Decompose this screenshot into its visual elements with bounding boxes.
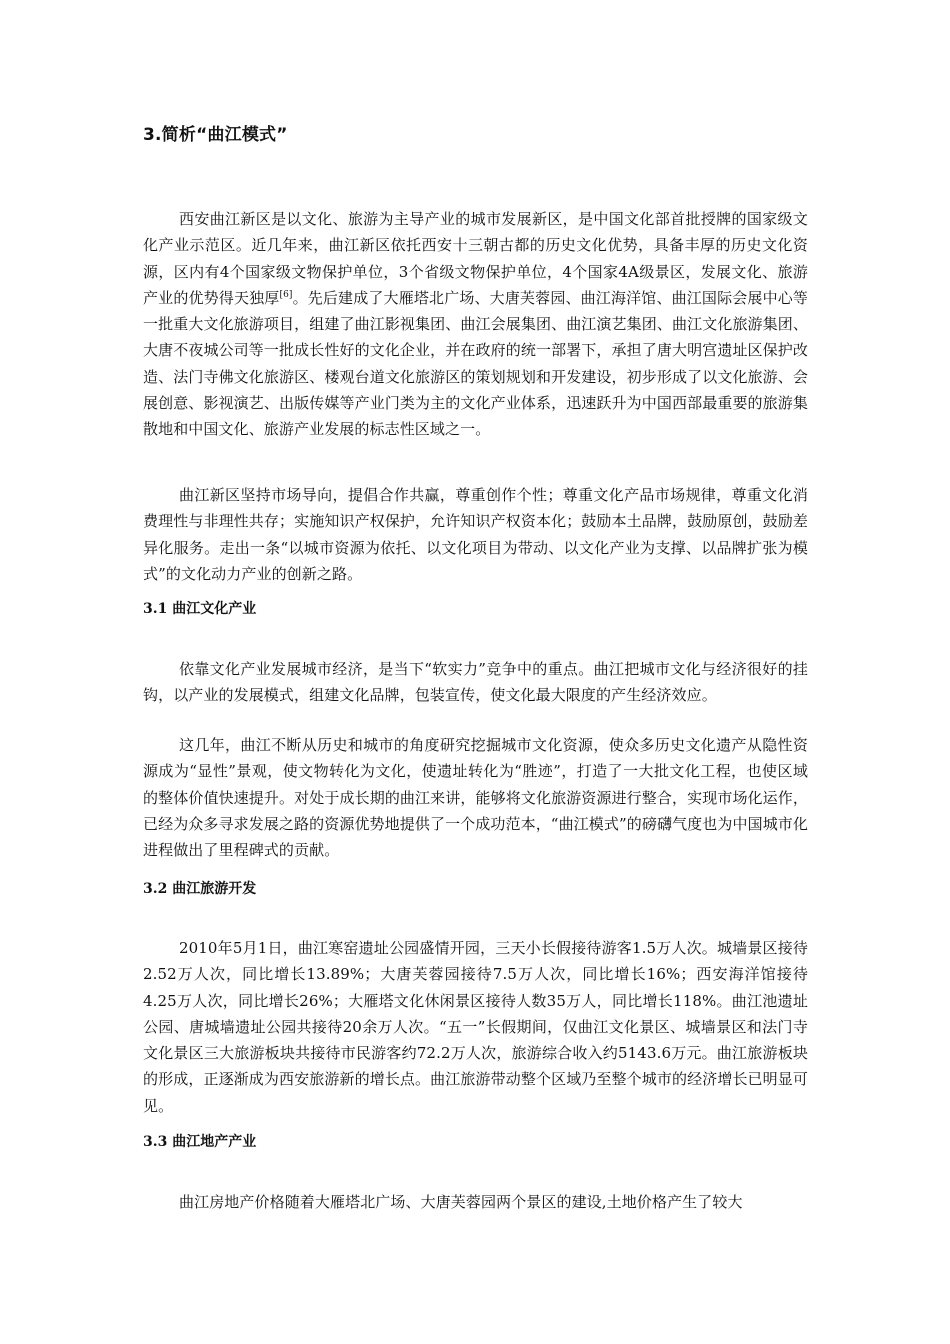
heading-3-3: 3.3 曲江地产产业	[143, 1134, 257, 1150]
paragraph-culture-industry: 依靠文化产业发展城市经济，是当下“软实力”竞争中的重点。曲江把城市文化与经济很好的挂钩，以产业的发展模式，组建文化品牌，包装宣传，使文化最大限度的产生经济效应。	[143, 660, 808, 705]
paragraph-real-estate: 曲江房地产价格随着大雁塔北广场、大唐芙蓉园两个景区的建设,土地价格产生了较大	[179, 1193, 743, 1211]
paragraph-culture-resources: 这几年，曲江不断从历史和城市的角度研究挖掘城市文化资源，使众多历史文化遗产从隐性资源成为“显性”景观，使文物转化为文化，使遗址转化为“胜迹”，打造了一大批文化工程，也使区域的整体价值快速提升。对处于成长期的曲江来讲，能够将文化旅游资源进行整合，实现市场化运作，已经为众多寻求发展之路的资源优势地提供了一个成功范本，“曲江模式”的磅礴气度也为中国城市化进程做出了里程碑式的贡献。	[143, 736, 808, 860]
heading-3-1: 3.1 曲江文化产业	[143, 601, 257, 617]
paragraph-strategy: 曲江新区坚持市场导向，提倡合作共赢，尊重创作个性；尊重文化产品市场规律，尊重文化消费理性与非理性共存；实施知识产权保护，允许知识产权资本化；鼓励本土品牌，鼓励原创，鼓励差异化服务。走出一条“以城市资源为依托、以文化项目为带动、以文化产业为支撑、以品牌扩张为模式”的文化动力产业的创新之路。	[143, 486, 808, 583]
citation-ref[interactable]: [6]	[279, 289, 293, 300]
paragraph-intro-text: 西安曲江新区是以文化、旅游为主导产业的城市发展新区，是中国文化部首批授牌的国家级文化产业示范区。近几年来，曲江新区依托西安十三朝古都的历史文化优势，具备丰厚的历史文化资源，区内有4个国家级文物保护单位，3个省级文物保护单位，4个国家4A级景区，发展文化、旅游产业的优势得天独厚	[143, 210, 808, 307]
paragraph-intro	[143, 206, 808, 443]
paragraph-intro-text-cont: 。先后建成了大雁塔北广场、大唐芙蓉园、曲江海洋馆、曲江国际会展中心等一批重大文化旅游项目，组建了曲江影视集团、曲江会展集团、曲江演艺集团、曲江文化旅游集团、大唐不夜城公司等一批成长性好的文化企业，并在政府的统一部署下，承担了唐大明宫遗址区保护改造、法门寺佛文化旅游区、楼观台道文化旅游区的策划规划和开发建设，初步形成了以文化旅游、会展创意、影视演艺、出版传媒等产业门类为主的文化产业体系，迅速跃升为中国西部最重要的旅游集散地和中国文化、旅游产业发展的标志性区域之一。	[143, 288, 808, 439]
paragraph-tourism: 2010年5月1日，曲江寒窑遗址公园盛情开园，三天小长假接待游客1.5万人次。城墙景区接待2.52万人次，同比增长13.89%；大唐芙蓉园接待7.5万人次，同比增长16%；西安海洋馆接待4.25万人次，同比增长26%；大雁塔文化休闲景区接待人数35万人，同比增长118%。曲江池遗址公园、唐城墙遗址公园共接待20余万人次。“五一”长假期间，仅曲江文化景区、城墙景区和法门寺文化景区三大旅游板块共接待市民游客约72.2万人次，旅游综合收入约5143.6万元。曲江旅游板块的形成，正逐渐成为西安旅游新的增长点。曲江旅游带动整个区域乃至整个城市的经济增长已明显可见。	[143, 939, 808, 1115]
section-title: 3.简析“曲江模式”	[143, 125, 288, 145]
heading-3-2: 3.2 曲江旅游开发	[143, 881, 257, 897]
